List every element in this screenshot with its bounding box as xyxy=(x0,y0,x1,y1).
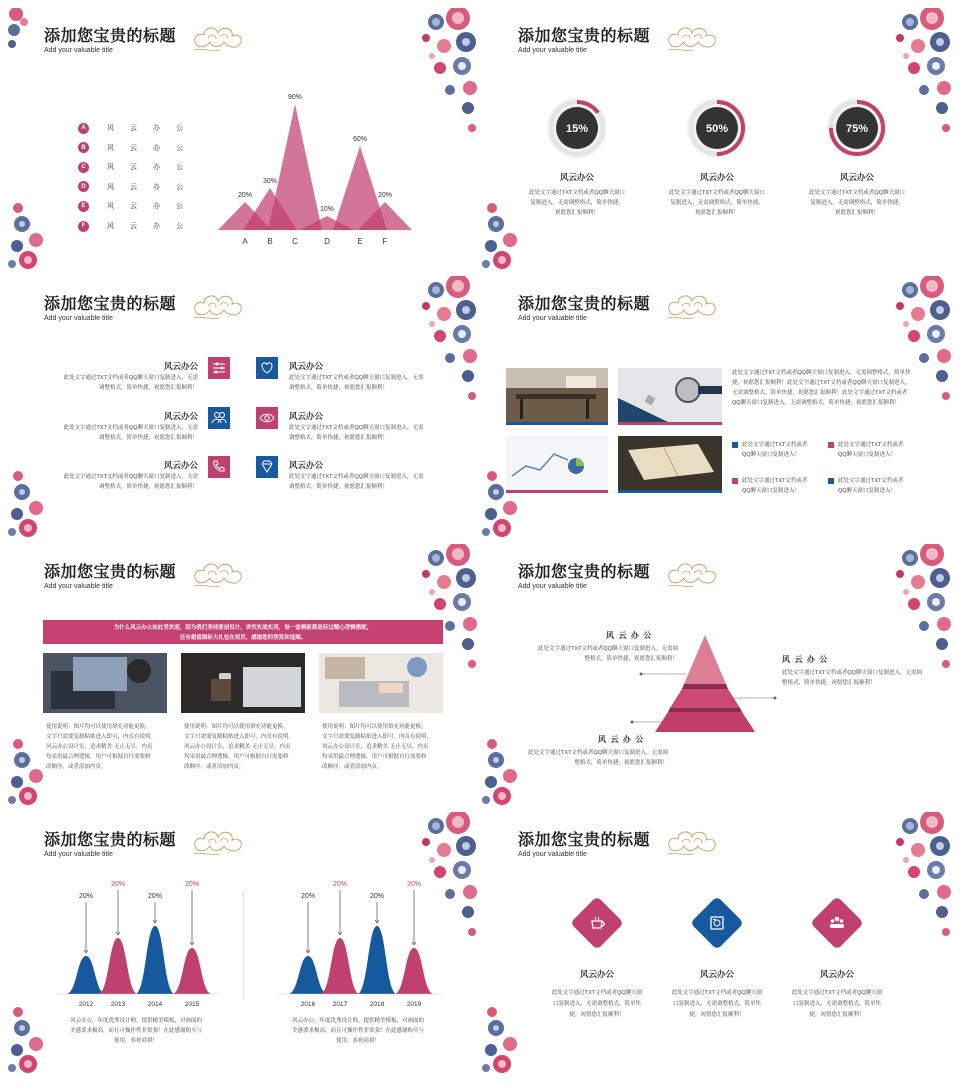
bell-2014 xyxy=(135,926,175,994)
paragraph-line: 此处文字通过TXT文档或者QQ聊天窗口复制进入，无需调整格式，简单快 xyxy=(732,370,911,376)
text-line: 均采用最合理逻辑，用户可根据自行需要修 xyxy=(46,754,151,760)
text-line: 使用说明：图片均可以使用填充功能更换， xyxy=(184,724,289,730)
text-line: 此处文字通过TXT文档或者QQ聊天窗口复制进入，无需 xyxy=(63,474,198,480)
text-line: 文字只需要复制粘贴进入即可，内页有说明。 xyxy=(46,734,157,740)
text-line: 此处文字通过TXT文档或者 xyxy=(742,478,808,484)
ring-text: 此处文字通过TXT文档或者QQ聊天窗口复制进入，无需调整格式，简单快捷，祝愿您汇报顺利！ xyxy=(529,190,625,216)
left-caption xyxy=(46,1016,226,1046)
list-item xyxy=(78,220,191,232)
bell-label: 20% xyxy=(369,893,385,900)
year-label: 2017 xyxy=(332,1001,348,1008)
text-line: 风云办公，年度优秀设计师，提供精美模板，对画面的 xyxy=(291,1018,424,1024)
text-line: 口复制进入，无需调整格式，简单快 xyxy=(792,1001,881,1007)
text-line: 此处文字通过TXT文档或者 xyxy=(838,442,904,448)
laptop-user-photo xyxy=(43,653,167,713)
feature-text xyxy=(28,373,198,393)
ring-title: 风云办公 xyxy=(839,172,874,182)
users-icon xyxy=(208,407,230,429)
divider xyxy=(243,890,244,1000)
pyramid-bottom-text xyxy=(502,748,668,768)
text-line: 均采用最合理逻辑，用户可根据自行需要修 xyxy=(184,754,289,760)
list-item xyxy=(78,181,191,193)
list-word: 办 xyxy=(153,144,160,152)
text-line: QQ聊天窗口复制进入！ xyxy=(742,452,801,458)
banner-line: 为什么风云办公如此受欢迎，因为我们坚持原创设计，讲究实战实用，每一套模板都是经过精心逻辑搭配， xyxy=(113,625,373,631)
text-line: 均采用最合理逻辑，用户可根据自行需要修 xyxy=(322,754,427,760)
text-line: 此处文字通过TXT文档或者QQ聊天窗口复制进入，无需 xyxy=(289,425,424,431)
slide-title: 添加您宝贵的标题 xyxy=(518,28,651,45)
text-line: 风云办公设计室，追求精美·无止无尽，内页 xyxy=(184,744,291,750)
cloud-ornament-icon xyxy=(190,20,246,54)
cloud-ornament-icon xyxy=(664,20,720,54)
photo-bar xyxy=(618,422,722,425)
year-label: 2013 xyxy=(110,1001,126,1008)
slide-subtitle: Add your valuable title xyxy=(518,315,587,322)
column-description xyxy=(184,722,306,772)
floral-decoration xyxy=(888,544,952,679)
feature-box xyxy=(256,407,278,429)
list-item xyxy=(78,200,191,212)
text-line: 美感要求极高，而且可操作性非常强！在此感谢购买与 xyxy=(69,1028,202,1034)
year-label: 2014 xyxy=(147,1001,163,1008)
text-line: 文字只需要复制粘贴进入即可，内页有说明。 xyxy=(184,734,295,740)
pyramid-bottom-title: 风 云 办 公 xyxy=(598,735,644,744)
diamond-icon xyxy=(256,456,278,478)
feature-text xyxy=(28,423,198,443)
list-item xyxy=(78,142,191,154)
bell-label: 20% xyxy=(110,881,126,888)
item-title: 风云办公 xyxy=(819,969,854,979)
category-label: A xyxy=(242,237,248,246)
list-word: 办 xyxy=(153,164,160,172)
bell-2018 xyxy=(357,926,397,994)
floral-decoration xyxy=(414,8,478,143)
slide-title: 添加您宝贵的标题 xyxy=(518,564,651,581)
text-line: 调整格式，简单快捷，祝愿您汇报顺利！ xyxy=(98,385,198,391)
floral-decoration xyxy=(482,1002,522,1074)
pyramid-top-text xyxy=(512,644,678,664)
bell-chart-right xyxy=(270,878,450,1008)
bell-2012 xyxy=(66,956,106,994)
year-label: 2019 xyxy=(406,1001,422,1008)
slide-title: 添加您宝贵的标题 xyxy=(44,28,177,45)
slide-subtitle: Add your valuable title xyxy=(518,851,587,858)
bell-2015 xyxy=(172,948,212,994)
legend-swatch xyxy=(828,442,834,448)
slide-subtitle: Add your valuable title xyxy=(44,47,113,54)
phone-laptop-photo xyxy=(181,653,305,713)
item-text xyxy=(663,988,771,1021)
paragraph-line: QQ聊天窗口复制进入，无需调整格式，简单快捷，祝愿您汇报顺利！ xyxy=(732,400,901,406)
intro-banner xyxy=(43,620,443,644)
text-line: 使用说明：图片均可以使用填充功能更换， xyxy=(46,724,151,730)
text-line: 文字只需要复制粘贴进入即可，内页有说明。 xyxy=(322,734,433,740)
column-description xyxy=(46,722,168,772)
icon-tile xyxy=(810,896,864,950)
letter-badge: A xyxy=(78,123,89,134)
floral-decoration xyxy=(888,8,952,143)
slide-title: 添加您宝贵的标题 xyxy=(44,832,177,849)
progress-ring xyxy=(545,96,609,160)
feature-title: 风云办公 xyxy=(163,411,198,421)
letter-badge: E xyxy=(78,201,89,212)
text-line: QQ聊天窗口复制进入！ xyxy=(742,488,801,494)
banner-line: 还有超值图标大礼包在尾页，感谢您的预览和选购。 xyxy=(179,635,307,641)
text-line: 口复制进入，无需调整格式，简单快 xyxy=(552,1001,641,1007)
list-word: 办 xyxy=(153,223,160,230)
paragraph-line: 捷，祝愿您汇报顺利！此处文字通过TXT文档或者QQ聊天窗口复制进入， xyxy=(732,380,911,386)
legend-text xyxy=(838,440,928,460)
text-line: 此处文字通过TXT文档或者QQ聊天窗口复制进入，无需调 xyxy=(538,646,678,652)
letter-badge: B xyxy=(78,142,89,153)
paragraph xyxy=(732,368,932,408)
text-line: 风云办公设计室，追求精美·无止无尽，内页 xyxy=(322,744,429,750)
slide-3 xyxy=(8,276,478,538)
cafe-photo xyxy=(506,368,608,422)
feature-title: 风云办公 xyxy=(163,460,198,470)
slide-title: 添加您宝贵的标题 xyxy=(518,296,651,313)
text-line: 此处文字通过TXT文档或者QQ聊天窗口复制进入，无需 xyxy=(289,474,424,480)
text-line: 此处文字通过TXT文档或者 xyxy=(742,442,808,448)
bell-2019 xyxy=(394,948,434,994)
slide-6 xyxy=(482,544,952,806)
column-description xyxy=(322,722,444,772)
feature-box xyxy=(208,407,230,429)
list-word: 公 xyxy=(176,183,183,191)
bell-label: 20% xyxy=(332,881,348,888)
photo-bar xyxy=(618,490,722,493)
slide-4 xyxy=(482,276,952,538)
list-word: 风 xyxy=(107,164,114,172)
text-line: QQ聊天窗口复制进入！ xyxy=(838,452,897,458)
category-label: E xyxy=(357,237,363,246)
list-word: 风 xyxy=(107,144,114,152)
slide-subtitle: Add your valuable title xyxy=(44,315,113,322)
text-line: 风云办公，年度优秀设计师，提供精美模板，对画面的 xyxy=(69,1018,202,1024)
list-word: 风 xyxy=(107,125,114,132)
legend-text xyxy=(838,476,928,496)
text-line: 捷，祝愿您汇报顺利！ xyxy=(569,1012,625,1018)
icon-tile xyxy=(690,896,744,950)
bell-label: 20% xyxy=(78,893,94,900)
slide-subtitle: Add your valuable title xyxy=(44,583,113,590)
text-line: QQ聊天窗口复制进入！ xyxy=(838,488,897,494)
slide-title: 添加您宝贵的标题 xyxy=(44,564,177,581)
text-line: 此处文字通过TXT文档或者QQ聊天窗口复制进入，无需 xyxy=(289,375,424,381)
text-line: 此处文字通过TXT文档或者QQ聊天窗 xyxy=(791,990,883,996)
item-title: 风云办公 xyxy=(699,969,734,979)
sliders-icon xyxy=(208,357,230,379)
data-label: 20% xyxy=(377,192,393,199)
item-title: 风云办公 xyxy=(579,969,614,979)
feature-title: 风云办公 xyxy=(289,460,324,470)
list-item xyxy=(78,122,191,134)
text-line: 风云办公设计室，追求精美·无止无尽，内页 xyxy=(46,744,153,750)
pyramid-middle xyxy=(670,689,740,708)
feature-box xyxy=(208,456,230,478)
letter-badge: C xyxy=(78,162,89,173)
pyramid-right-title: 风 云 办 公 xyxy=(782,655,828,664)
data-label: 90% xyxy=(287,94,303,101)
list-word: 办 xyxy=(153,203,160,211)
progress-ring xyxy=(685,96,749,160)
floral-decoration xyxy=(8,734,48,806)
bell-label: 20% xyxy=(184,881,200,888)
cloud-ornament-icon xyxy=(190,556,246,590)
cloud-ornament-icon xyxy=(664,556,720,590)
slide-8 xyxy=(482,812,952,1074)
text-line: 调整格式，简单快捷，祝愿您汇报顺利！ xyxy=(289,385,389,391)
slide-subtitle: Add your valuable title xyxy=(44,851,113,858)
floral-decoration xyxy=(8,198,48,270)
list-word: 云 xyxy=(130,203,137,211)
feature-title: 风云办公 xyxy=(289,361,324,371)
category-label: B xyxy=(267,237,273,246)
text-line: 整格式，简单快捷，祝愿您汇报顺利！ xyxy=(584,656,678,662)
chart-screen-photo xyxy=(506,436,608,490)
data-label: 10% xyxy=(319,206,335,213)
bell-2013 xyxy=(98,938,138,994)
text-line: 改顺序，或者添加内页。 xyxy=(46,764,107,770)
list-word: 风 xyxy=(107,183,114,191)
feature-box xyxy=(256,357,278,379)
list-word: 云 xyxy=(130,223,137,230)
pyramid-top xyxy=(684,635,726,684)
legend-swatch xyxy=(732,442,738,448)
photo-bar xyxy=(506,422,608,425)
floral-decoration xyxy=(482,198,522,270)
text-line: 捷，祝愿您汇报顺利！ xyxy=(809,1012,865,1018)
list-word: 办 xyxy=(153,183,160,191)
year-label: 2016 xyxy=(300,1001,316,1008)
ring-value: 75% xyxy=(845,123,869,135)
text-line: 整格式，简单快捷，祝愿您汇报顺利！ xyxy=(782,680,876,686)
bell-2016 xyxy=(288,956,328,994)
ring-title: 风云办公 xyxy=(699,172,734,182)
text-line: 改顺序，或者添加内页。 xyxy=(322,764,383,770)
list-word: 公 xyxy=(176,203,183,211)
bell-label: 20% xyxy=(300,893,316,900)
list-word: 云 xyxy=(130,144,137,152)
list-word: 风 xyxy=(107,203,114,211)
text-line: 捷，祝愿您汇报顺利！ xyxy=(689,1012,745,1018)
icon-tile xyxy=(570,896,624,950)
pyramid-bottom xyxy=(655,712,755,732)
ring-text: 此处文字通过TXT文档或者QQ聊天窗口复制进入，无需调整格式，简单快捷，祝愿您汇报顺利！ xyxy=(809,190,905,216)
cloud-ornament-icon xyxy=(190,824,246,858)
item-text xyxy=(783,988,891,1021)
ring-value: 50% xyxy=(705,123,729,135)
text-line: 此处文字通过TXT文档或者QQ聊天窗 xyxy=(551,990,643,996)
floral-decoration xyxy=(482,734,522,806)
text-line: 使用说明：图片均可以使用填充功能更换， xyxy=(322,724,427,730)
slide-5 xyxy=(8,544,478,806)
feature-text xyxy=(289,373,459,393)
slide-title: 添加您宝贵的标题 xyxy=(518,832,651,849)
list-item xyxy=(78,161,191,173)
text-line: 此处文字通过TXT文档或者QQ聊天窗口复制进入，无需 xyxy=(63,425,198,431)
slide-title: 添加您宝贵的标题 xyxy=(44,296,177,313)
bell-chart-left xyxy=(48,878,228,1008)
progress-ring xyxy=(825,96,889,160)
slide-1 xyxy=(8,8,478,270)
text-line: 调整格式，简单快捷，祝愿您汇报顺利！ xyxy=(98,484,198,490)
text-line: 使用，恭祝商祺！ xyxy=(335,1038,380,1044)
year-label: 2015 xyxy=(184,1001,200,1008)
list-word: 公 xyxy=(176,164,183,172)
ring-text: 此处文字通过TXT文档或者QQ聊天窗口复制进入，无需调整格式，简单快捷，祝愿您汇报顺利！ xyxy=(669,190,765,216)
list-word: 云 xyxy=(130,125,137,132)
year-label: 2012 xyxy=(78,1001,94,1008)
right-caption xyxy=(268,1016,448,1046)
text-line: 调整格式，简单快捷，祝愿您汇报顺利！ xyxy=(289,484,389,490)
coffee-icon xyxy=(586,912,608,934)
ring-value: 15% xyxy=(565,123,589,135)
slide-7 xyxy=(8,812,478,1074)
text-line: 美感要求极高，而且可操作性非常强！在此感谢购买与 xyxy=(291,1028,424,1034)
eye-icon xyxy=(256,407,278,429)
peak-C xyxy=(268,104,322,230)
feature-text xyxy=(289,472,459,492)
category-label: D xyxy=(324,237,330,246)
legend-swatch xyxy=(828,478,834,484)
cloud-ornament-icon xyxy=(190,288,246,322)
category-label: F xyxy=(382,237,388,246)
text-line: 此处文字通过TXT文档或者 xyxy=(838,478,904,484)
heart-icon xyxy=(256,357,278,379)
list-word: 公 xyxy=(176,125,183,132)
legend-text xyxy=(742,440,832,460)
feature-text xyxy=(28,472,198,492)
text-line: 整格式，简单快捷，祝愿您汇报顺利！ xyxy=(574,760,668,766)
legend-swatch xyxy=(732,478,738,484)
data-label: 30% xyxy=(262,178,278,185)
list-word: 风 xyxy=(107,223,114,230)
mountain-chart xyxy=(213,78,423,258)
paragraph-line: 无需调整格式，简单快捷，祝愿您汇报顺利！此处文字通过TXT文档或者 xyxy=(732,390,908,396)
list-word: 公 xyxy=(176,144,183,152)
slide-subtitle: Add your valuable title xyxy=(518,47,587,54)
text-line: 调整格式，简单快捷，祝愿您汇报顺利！ xyxy=(289,435,389,441)
slide-2 xyxy=(482,8,952,270)
floral-decoration xyxy=(8,1002,48,1074)
feature-text xyxy=(289,423,459,443)
text-line: 此处文字通过TXT文档或者QQ聊天窗口复制进入，无需 xyxy=(63,375,198,381)
team-icon xyxy=(826,912,848,934)
phone-icon xyxy=(208,456,230,478)
cloud-ornament-icon xyxy=(664,288,720,322)
letter-badge: F xyxy=(78,221,89,232)
data-label: 60% xyxy=(352,136,368,143)
feature-title: 风云办公 xyxy=(289,411,324,421)
text-line: 改顺序，或者添加内页。 xyxy=(184,764,245,770)
letter-badge: D xyxy=(78,181,89,192)
year-label: 2018 xyxy=(369,1001,385,1008)
text-line: 调整格式，简单快捷，祝愿您汇报顺利！ xyxy=(98,435,198,441)
bell-label: 20% xyxy=(406,881,422,888)
ring-title: 风云办公 xyxy=(559,172,594,182)
list-word: 公 xyxy=(176,223,183,230)
feature-box xyxy=(256,456,278,478)
news-icon xyxy=(706,912,728,934)
slide-subtitle: Add your valuable title xyxy=(518,583,587,590)
text-line: 此处文字通过TXT文档或者QQ聊天窗口复制进入，无需调 xyxy=(528,750,668,756)
list-word: 云 xyxy=(130,183,137,191)
bell-2017 xyxy=(320,938,360,994)
floral-decoration xyxy=(8,8,34,52)
data-label: 20% xyxy=(237,192,253,199)
feature-title: 风云办公 xyxy=(163,361,198,371)
floral-decoration xyxy=(888,812,952,947)
cloud-ornament-icon xyxy=(664,824,720,858)
category-label: C xyxy=(292,237,298,246)
watch-photo xyxy=(618,368,722,422)
text-line: 使用，恭祝商祺！ xyxy=(113,1038,158,1044)
list-word: 办 xyxy=(153,125,160,132)
legend-text xyxy=(742,476,832,496)
item-text xyxy=(543,988,651,1021)
list-word: 云 xyxy=(130,164,137,172)
text-line: 此处文字通过TXT文档或者QQ聊天窗 xyxy=(671,990,763,996)
photo-bar xyxy=(506,490,608,493)
pyramid-top-title: 风 云 办 公 xyxy=(606,631,652,640)
text-line: 此处文字通过TXT文档或者QQ聊天窗口复制进入，无需调 xyxy=(782,670,922,676)
pyramid-right-text xyxy=(782,668,942,688)
feature-box xyxy=(208,357,230,379)
bell-label: 20% xyxy=(147,893,163,900)
typing-laptop-photo xyxy=(319,653,443,713)
notebook-photo xyxy=(618,436,722,490)
text-line: 口复制进入，无需调整格式，简单快 xyxy=(672,1001,761,1007)
